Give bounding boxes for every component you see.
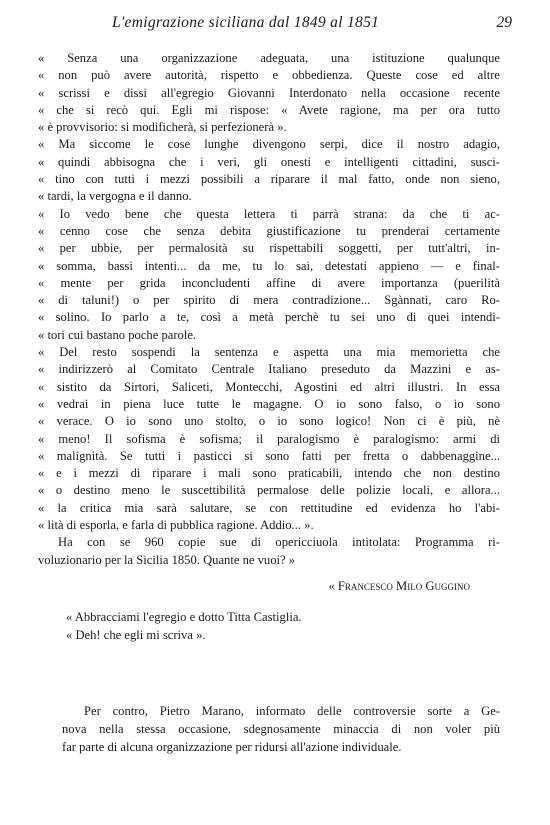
letter-line: « Ma siccome le cose lunghe divengono serpi, dice il nostro adagio,: [38, 137, 500, 152]
postscript-line: « Abbracciami l'egregio e dotto Titta Castiglia.: [66, 610, 302, 625]
page-number: 29: [496, 14, 512, 31]
letter-line: « e i mezzi di riparare i mali sono praticabili, intendo che non destino: [38, 466, 500, 481]
letter-line: « Del resto sospendi la sentenza e aspetta una mia memorietta che: [38, 345, 500, 360]
letter-line: « indirizzerò al Comitato Centrale Italiano preseduto da Mazzini e as-: [38, 362, 500, 377]
letter-line: « vedrai in piena luce tutte le magagne. O io sono falso, o io sono: [38, 396, 500, 411]
postscript-line: « Deh! che egli mi scriva ».: [66, 627, 206, 642]
letter-line: « è provvisorio: si modificherà, si perfezionerà ».: [38, 120, 287, 135]
letter-line: « Senza una organizzazione adeguata, una istituzione qualunque: [38, 51, 500, 65]
letter-line: « tino con tutti i mezzi possibili a riparare il mal fatto, onde non sieno,: [38, 172, 500, 187]
letter-line: « di taluni!) o per spirito di mera contradizione... Sgànnati, caro Ro-: [38, 293, 500, 308]
letter-line: « mente per grida inconcludenti affine di avere importanza (puerilità: [38, 275, 500, 290]
page-header: [62, 14, 512, 36]
letter-line: « lità di esporla, e farla di pubblica ragione. Addio... ».: [38, 518, 314, 533]
letter-line: Ha con se 960 copie sue di opericciuola intitolata: Programma ri-: [58, 535, 500, 550]
signature: « Francesco Milo Guggino: [328, 578, 470, 593]
closing-paragraph: [62, 702, 500, 756]
letter-line: « verace. O io sono uno stolto, o io sono logico! Non ci è più, nè: [38, 414, 500, 429]
letter-line: « la critica mia sarà salutare, se con rettitudine ed evidenza ho l'abi-: [38, 500, 500, 515]
letter-line: « che si recò qui. Egli mi rispose: « Avete ragione, ma per ora tutto: [38, 102, 500, 117]
letter-line: « scrissi e dissi all'egregio Giovanni Interdonato nella occasione recente: [38, 85, 500, 100]
letter-line: « malignità. Se tutti i pasticci si sono fatti per fretta o dabbenaggine...: [38, 448, 500, 463]
letter-line: « sistito da Sirtori, Saliceti, Montecchi, Agostini ed altri illustri. In essa: [38, 379, 500, 394]
letter-line: « tardi, la vergogna e il danno.: [38, 189, 192, 204]
paragraph-line: nova nella stessa occasione, sdegnosamente minaccia di non voler più: [62, 722, 500, 736]
letter-line: « meno! Il sofisma è sofisma; il paralogismo è paralogismo: armi di: [38, 431, 500, 446]
letter-line: « somma, bassi intenti... da me, tu lo sai, detestati appieno — e final-: [38, 258, 500, 273]
letter-line: voluzionario per la Sicilia 1850. Quante ne vuoi? »: [38, 552, 296, 567]
running-title: L'emigrazione siciliana dal 1849 al 1851: [112, 14, 380, 31]
quoted-letter: [38, 50, 500, 644]
letter-line: « non può avere autorità, rispetto e obbedienza. Queste cose ed altre: [38, 68, 500, 83]
letter-line: « Io vedo bene che questa lettera ti parrà strana: da che ti ac-: [38, 206, 500, 221]
letter-line: « o destino meno le suscettibilità permalose delle polizie locali, e allora...: [38, 483, 500, 498]
letter-line: « solino. Io parlo a te, così a metà perchè tu sei uno di quei intendi-: [38, 310, 500, 325]
letter-line: « tori cui bastano poche parole.: [38, 327, 197, 342]
letter-line: « quindi abbisogna che i veri, gli onesti e intelligenti cittadini, susci-: [38, 154, 500, 169]
paragraph-line: far parte di alcuna organizzazione per ridursi all'azione individuale.: [62, 740, 402, 754]
letter-line: « cenno cose che senza debita giustificazione tu prenderai certamente: [38, 223, 500, 238]
paragraph-line: Per contro, Pietro Marano, informato delle controversie sorte a Ge-: [84, 704, 500, 718]
letter-line: « per ubbie, per permalosità su rispettabili soggetti, per tutt'altri, in-: [38, 241, 500, 256]
